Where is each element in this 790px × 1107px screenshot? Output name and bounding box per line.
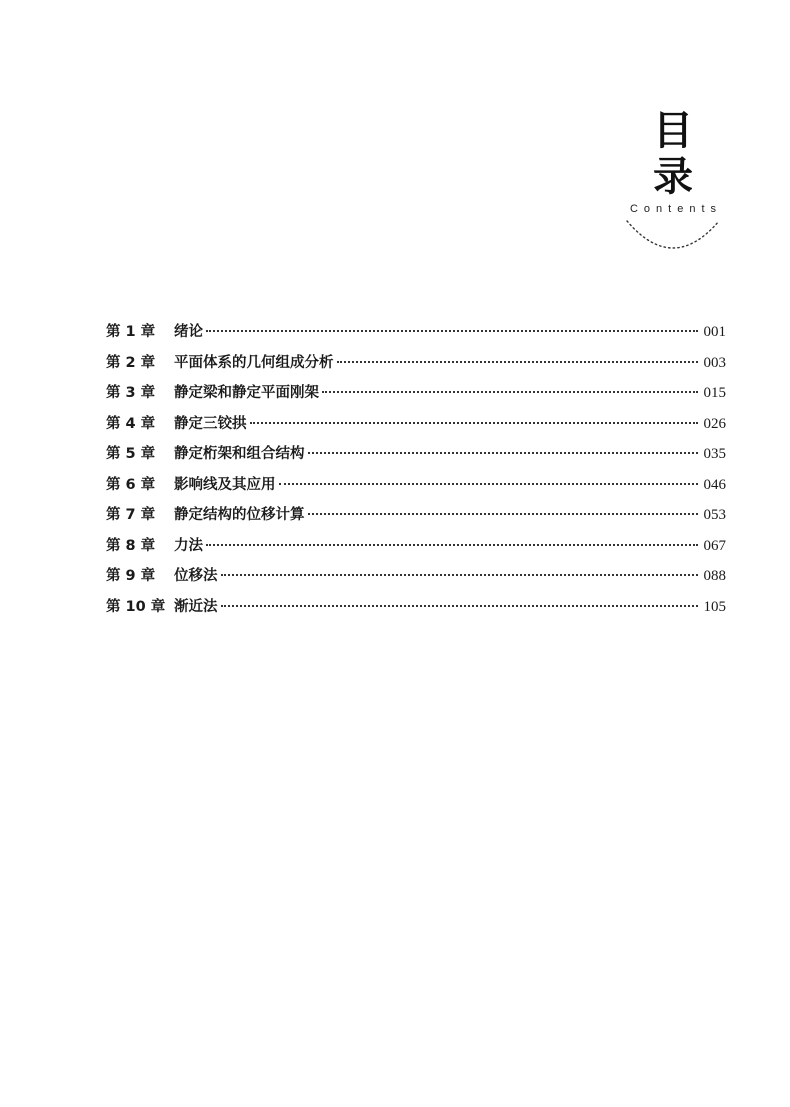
toc-heading xyxy=(618,108,728,255)
toc-chapter-title[interactable]: 静定结构的位移计算 xyxy=(174,507,305,523)
toc-entry[interactable] xyxy=(106,442,726,473)
toc-chapter-number: 第 9 章 xyxy=(106,568,156,584)
toc-chapter-title[interactable]: 力法 xyxy=(174,537,203,554)
toc-entry[interactable] xyxy=(106,381,726,412)
toc-page-number: 046 xyxy=(703,476,726,493)
toc-chapter-number: 第 5 章 xyxy=(106,446,156,462)
toc-page-number: 035 xyxy=(703,446,726,462)
toc-entry[interactable] xyxy=(106,564,726,595)
toc-entry[interactable] xyxy=(106,320,726,351)
toc-page-number: 015 xyxy=(703,385,726,401)
toc-page-number: 067 xyxy=(703,537,726,554)
toc-dot-leader xyxy=(221,574,698,576)
toc-entry[interactable] xyxy=(106,534,726,565)
toc-chapter-title[interactable]: 静定桁架和组合结构 xyxy=(174,446,305,462)
toc-chapter-title[interactable]: 影响线及其应用 xyxy=(174,476,276,493)
toc-page-number: 105 xyxy=(703,598,726,615)
toc-entry[interactable] xyxy=(106,473,726,504)
dotted-arc-ornament xyxy=(623,219,723,255)
toc-page-number: 026 xyxy=(703,415,726,432)
page-subtitle: Contents xyxy=(629,203,723,215)
toc-chapter-title[interactable]: 位移法 xyxy=(174,568,218,584)
toc-dot-leader xyxy=(206,544,698,546)
toc-dot-leader xyxy=(308,452,698,454)
toc-entry[interactable] xyxy=(106,412,726,443)
toc-chapter-title[interactable]: 渐近法 xyxy=(174,598,218,615)
toc-entry[interactable] xyxy=(106,503,726,534)
toc-chapter-number: 第 1 章 xyxy=(106,324,156,340)
toc-dot-leader xyxy=(279,483,698,485)
toc-dot-leader xyxy=(250,422,698,424)
toc-page-number: 001 xyxy=(703,324,726,340)
toc-page-number: 088 xyxy=(703,568,726,584)
toc-dot-leader xyxy=(308,513,698,515)
toc-chapter-number: 第 7 章 xyxy=(106,507,156,523)
toc-list xyxy=(106,320,726,625)
toc-chapter-number: 第 10 章 xyxy=(106,598,166,615)
toc-chapter-number: 第 8 章 xyxy=(106,537,156,554)
toc-chapter-number: 第 4 章 xyxy=(106,415,156,432)
toc-chapter-title[interactable]: 静定梁和静定平面刚架 xyxy=(174,385,319,401)
page-title: 目 录 xyxy=(653,108,717,200)
toc-dot-leader xyxy=(322,391,698,393)
toc-chapter-title[interactable]: 静定三铰拱 xyxy=(174,415,247,432)
toc-page-number: 053 xyxy=(703,507,726,523)
toc-dot-leader xyxy=(206,330,698,332)
toc-chapter-title[interactable]: 平面体系的几何组成分析 xyxy=(174,354,334,371)
toc-dot-leader xyxy=(337,361,698,363)
toc-chapter-number: 第 6 章 xyxy=(106,476,156,493)
toc-chapter-title[interactable]: 绪论 xyxy=(174,324,203,340)
toc-entry[interactable] xyxy=(106,595,726,626)
toc-chapter-number: 第 2 章 xyxy=(106,354,156,371)
toc-dot-leader xyxy=(221,605,698,607)
toc-entry[interactable] xyxy=(106,351,726,382)
toc-chapter-number: 第 3 章 xyxy=(106,385,156,401)
toc-page-number: 003 xyxy=(703,354,726,371)
